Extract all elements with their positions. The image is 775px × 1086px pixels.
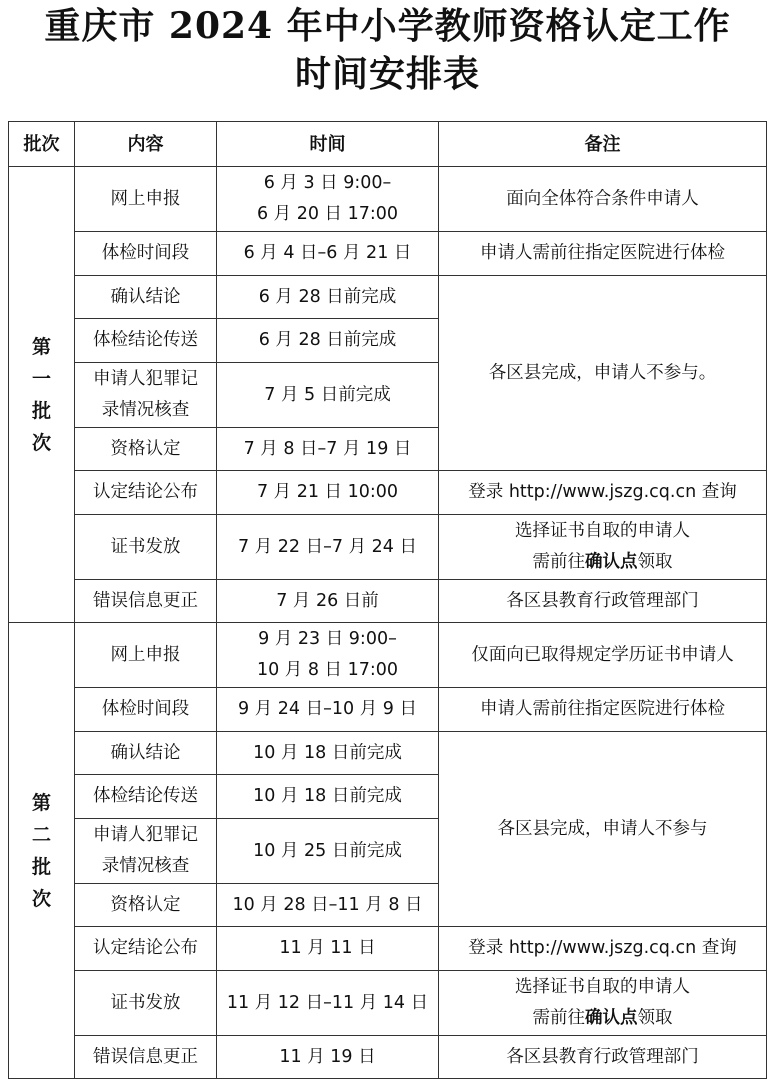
note-cell <box>439 623 767 688</box>
content-cell <box>75 319 217 363</box>
header-time: 时间 <box>217 122 439 167</box>
time-text: 6 月 28 日前完成 <box>258 330 397 350</box>
note-text-mixed <box>443 1003 762 1034</box>
table-row <box>9 927 767 971</box>
note-cell <box>439 732 767 927</box>
content-cell <box>75 971 217 1036</box>
content-cell <box>75 732 217 775</box>
header-batch: 批次 <box>9 122 75 167</box>
content-text: 网上申报 <box>110 188 181 209</box>
time-text: 10 月 25 日前完成 <box>253 840 402 861</box>
content-text: 资格认定 <box>110 894 181 915</box>
time-text: 10 月 28 日–11 月 8 日 <box>232 894 423 915</box>
time-text: 7 月 21 日 10:00 <box>256 482 399 502</box>
table-row <box>9 623 767 688</box>
note-text: 选择证书自取的申请人 <box>515 521 690 541</box>
time-text: 11 月 19 日 <box>279 1046 376 1067</box>
content-text: 证书发放 <box>110 992 181 1013</box>
table-row <box>9 232 767 276</box>
content-cell <box>75 515 217 580</box>
content-text: 体检结论传送 <box>93 786 198 806</box>
time-cell <box>217 580 439 623</box>
note-text: 面向全体符合条件申请人 <box>506 188 699 209</box>
time-text: 7 月 26 日前 <box>276 590 379 611</box>
content-text: 录情况核查 <box>101 856 190 876</box>
content-text: 体检时间段 <box>101 699 190 719</box>
note-pre: 需前往 <box>532 1008 585 1028</box>
content-cell <box>75 1036 217 1079</box>
content-cell <box>75 775 217 819</box>
content-text: 错误信息更正 <box>93 1046 198 1067</box>
time-cell <box>217 363 439 428</box>
note-cell <box>439 167 767 232</box>
time-text: 6 月 4 日–6 月 21 日 <box>243 243 412 263</box>
note-cell <box>439 580 767 623</box>
note-text: 各区县完成，申请人不参与。 <box>488 362 717 383</box>
content-text: 申请人犯罪记 <box>93 369 198 389</box>
content-cell <box>75 623 217 688</box>
note-text: 申请人需前往指定医院进行体检 <box>480 699 725 719</box>
time-text: 7 月 5 日前完成 <box>264 384 391 405</box>
note-cell <box>439 515 767 580</box>
content-text: 确认结论 <box>110 286 181 307</box>
time-cell <box>217 884 439 927</box>
note-cell <box>439 276 767 471</box>
page-title: 重庆市 2024 年中小学教师资格认定工作 <box>44 5 731 47</box>
note-text: 登录 http://www.jszg.cq.cn 查询 <box>468 938 737 958</box>
content-text: 录情况核查 <box>101 400 190 420</box>
time-text: 7 月 8 日–7 月 19 日 <box>243 438 412 459</box>
content-cell <box>75 884 217 927</box>
time-cell <box>217 167 439 232</box>
time-text: 10 月 8 日 17:00 <box>256 660 399 680</box>
content-text: 证书发放 <box>110 536 181 557</box>
note-cell <box>439 971 767 1036</box>
table-row <box>9 688 767 732</box>
time-cell <box>217 276 439 319</box>
batch-char: 次 <box>31 431 51 454</box>
batch-1-label <box>9 167 75 623</box>
batch-char: 第 <box>31 791 51 814</box>
content-cell <box>75 276 217 319</box>
note-bold: 确认点 <box>585 552 638 572</box>
batch-char: 批 <box>31 855 51 878</box>
content-text: 资格认定 <box>110 438 181 459</box>
header-row <box>9 122 767 167</box>
schedule-table <box>8 121 767 1079</box>
time-cell <box>217 732 439 775</box>
table-row <box>9 167 767 232</box>
note-cell <box>439 1036 767 1079</box>
table-row <box>9 471 767 515</box>
note-cell <box>439 232 767 276</box>
time-text: 9 月 24 日–10 月 9 日 <box>238 699 417 719</box>
batch-char: 次 <box>31 887 51 910</box>
note-cell <box>439 471 767 515</box>
time-text: 6 月 28 日前完成 <box>258 286 397 307</box>
header-content: 内容 <box>75 122 217 167</box>
time-cell <box>217 319 439 363</box>
time-cell <box>217 775 439 819</box>
content-cell <box>75 819 217 884</box>
content-text: 申请人犯罪记 <box>93 825 198 845</box>
time-cell <box>217 515 439 580</box>
content-cell <box>75 167 217 232</box>
note-post: 领取 <box>637 1008 673 1028</box>
time-text: 7 月 22 日–7 月 24 日 <box>238 536 417 557</box>
time-text: 11 月 11 日 <box>279 938 376 958</box>
time-text: 10 月 18 日前完成 <box>253 742 402 763</box>
note-post: 领取 <box>637 552 673 572</box>
time-cell <box>217 927 439 971</box>
table-row <box>9 1036 767 1079</box>
batch-2-label <box>9 623 75 1079</box>
content-text: 体检结论传送 <box>93 330 198 350</box>
time-text: 10 月 18 日前完成 <box>253 786 402 806</box>
time-cell <box>217 232 439 276</box>
page-subtitle: 时间安排表 <box>294 53 480 95</box>
note-text-mixed <box>443 547 762 578</box>
note-text: 各区县教育行政管理部门 <box>506 1046 699 1067</box>
batch-char: 批 <box>31 399 51 422</box>
time-text: 11 月 12 日–11 月 14 日 <box>226 992 429 1013</box>
note-cell <box>439 688 767 732</box>
note-text: 选择证书自取的申请人 <box>515 977 690 997</box>
time-cell <box>217 688 439 732</box>
time-text: 9 月 23 日 9:00– <box>258 629 397 649</box>
table-row <box>9 276 767 319</box>
time-text: 6 月 20 日 17:00 <box>256 204 399 224</box>
content-text: 认定结论公布 <box>93 938 198 958</box>
batch-char: 二 <box>31 823 51 846</box>
content-text: 确认结论 <box>110 742 181 763</box>
content-cell <box>75 428 217 471</box>
time-cell <box>217 971 439 1036</box>
content-text: 体检时间段 <box>101 243 190 263</box>
note-bold: 确认点 <box>585 1008 638 1028</box>
content-cell <box>75 580 217 623</box>
content-cell <box>75 688 217 732</box>
batch-char: 一 <box>31 367 51 390</box>
table-row <box>9 971 767 1036</box>
content-cell <box>75 363 217 428</box>
time-cell <box>217 819 439 884</box>
time-cell <box>217 1036 439 1079</box>
note-text: 申请人需前往指定医院进行体检 <box>480 243 725 263</box>
note-cell <box>439 927 767 971</box>
header-note: 备注 <box>439 122 767 167</box>
time-cell <box>217 623 439 688</box>
note-pre: 需前往 <box>532 552 585 572</box>
note-text: 登录 http://www.jszg.cq.cn 查询 <box>468 482 737 502</box>
table-row <box>9 732 767 775</box>
content-text: 错误信息更正 <box>93 590 198 611</box>
time-cell <box>217 428 439 471</box>
content-text: 网上申报 <box>110 644 181 665</box>
time-text: 6 月 3 日 9:00– <box>263 173 392 193</box>
table-row <box>9 580 767 623</box>
content-cell <box>75 471 217 515</box>
time-cell <box>217 471 439 515</box>
content-cell <box>75 927 217 971</box>
note-text: 各区县完成，申请人不参与 <box>497 818 708 839</box>
note-text: 各区县教育行政管理部门 <box>506 590 699 611</box>
content-cell <box>75 232 217 276</box>
note-text: 仅面向已取得规定学历证书申请人 <box>471 644 734 665</box>
table-row <box>9 515 767 580</box>
content-text: 认定结论公布 <box>93 482 198 502</box>
batch-char: 第 <box>31 335 51 358</box>
